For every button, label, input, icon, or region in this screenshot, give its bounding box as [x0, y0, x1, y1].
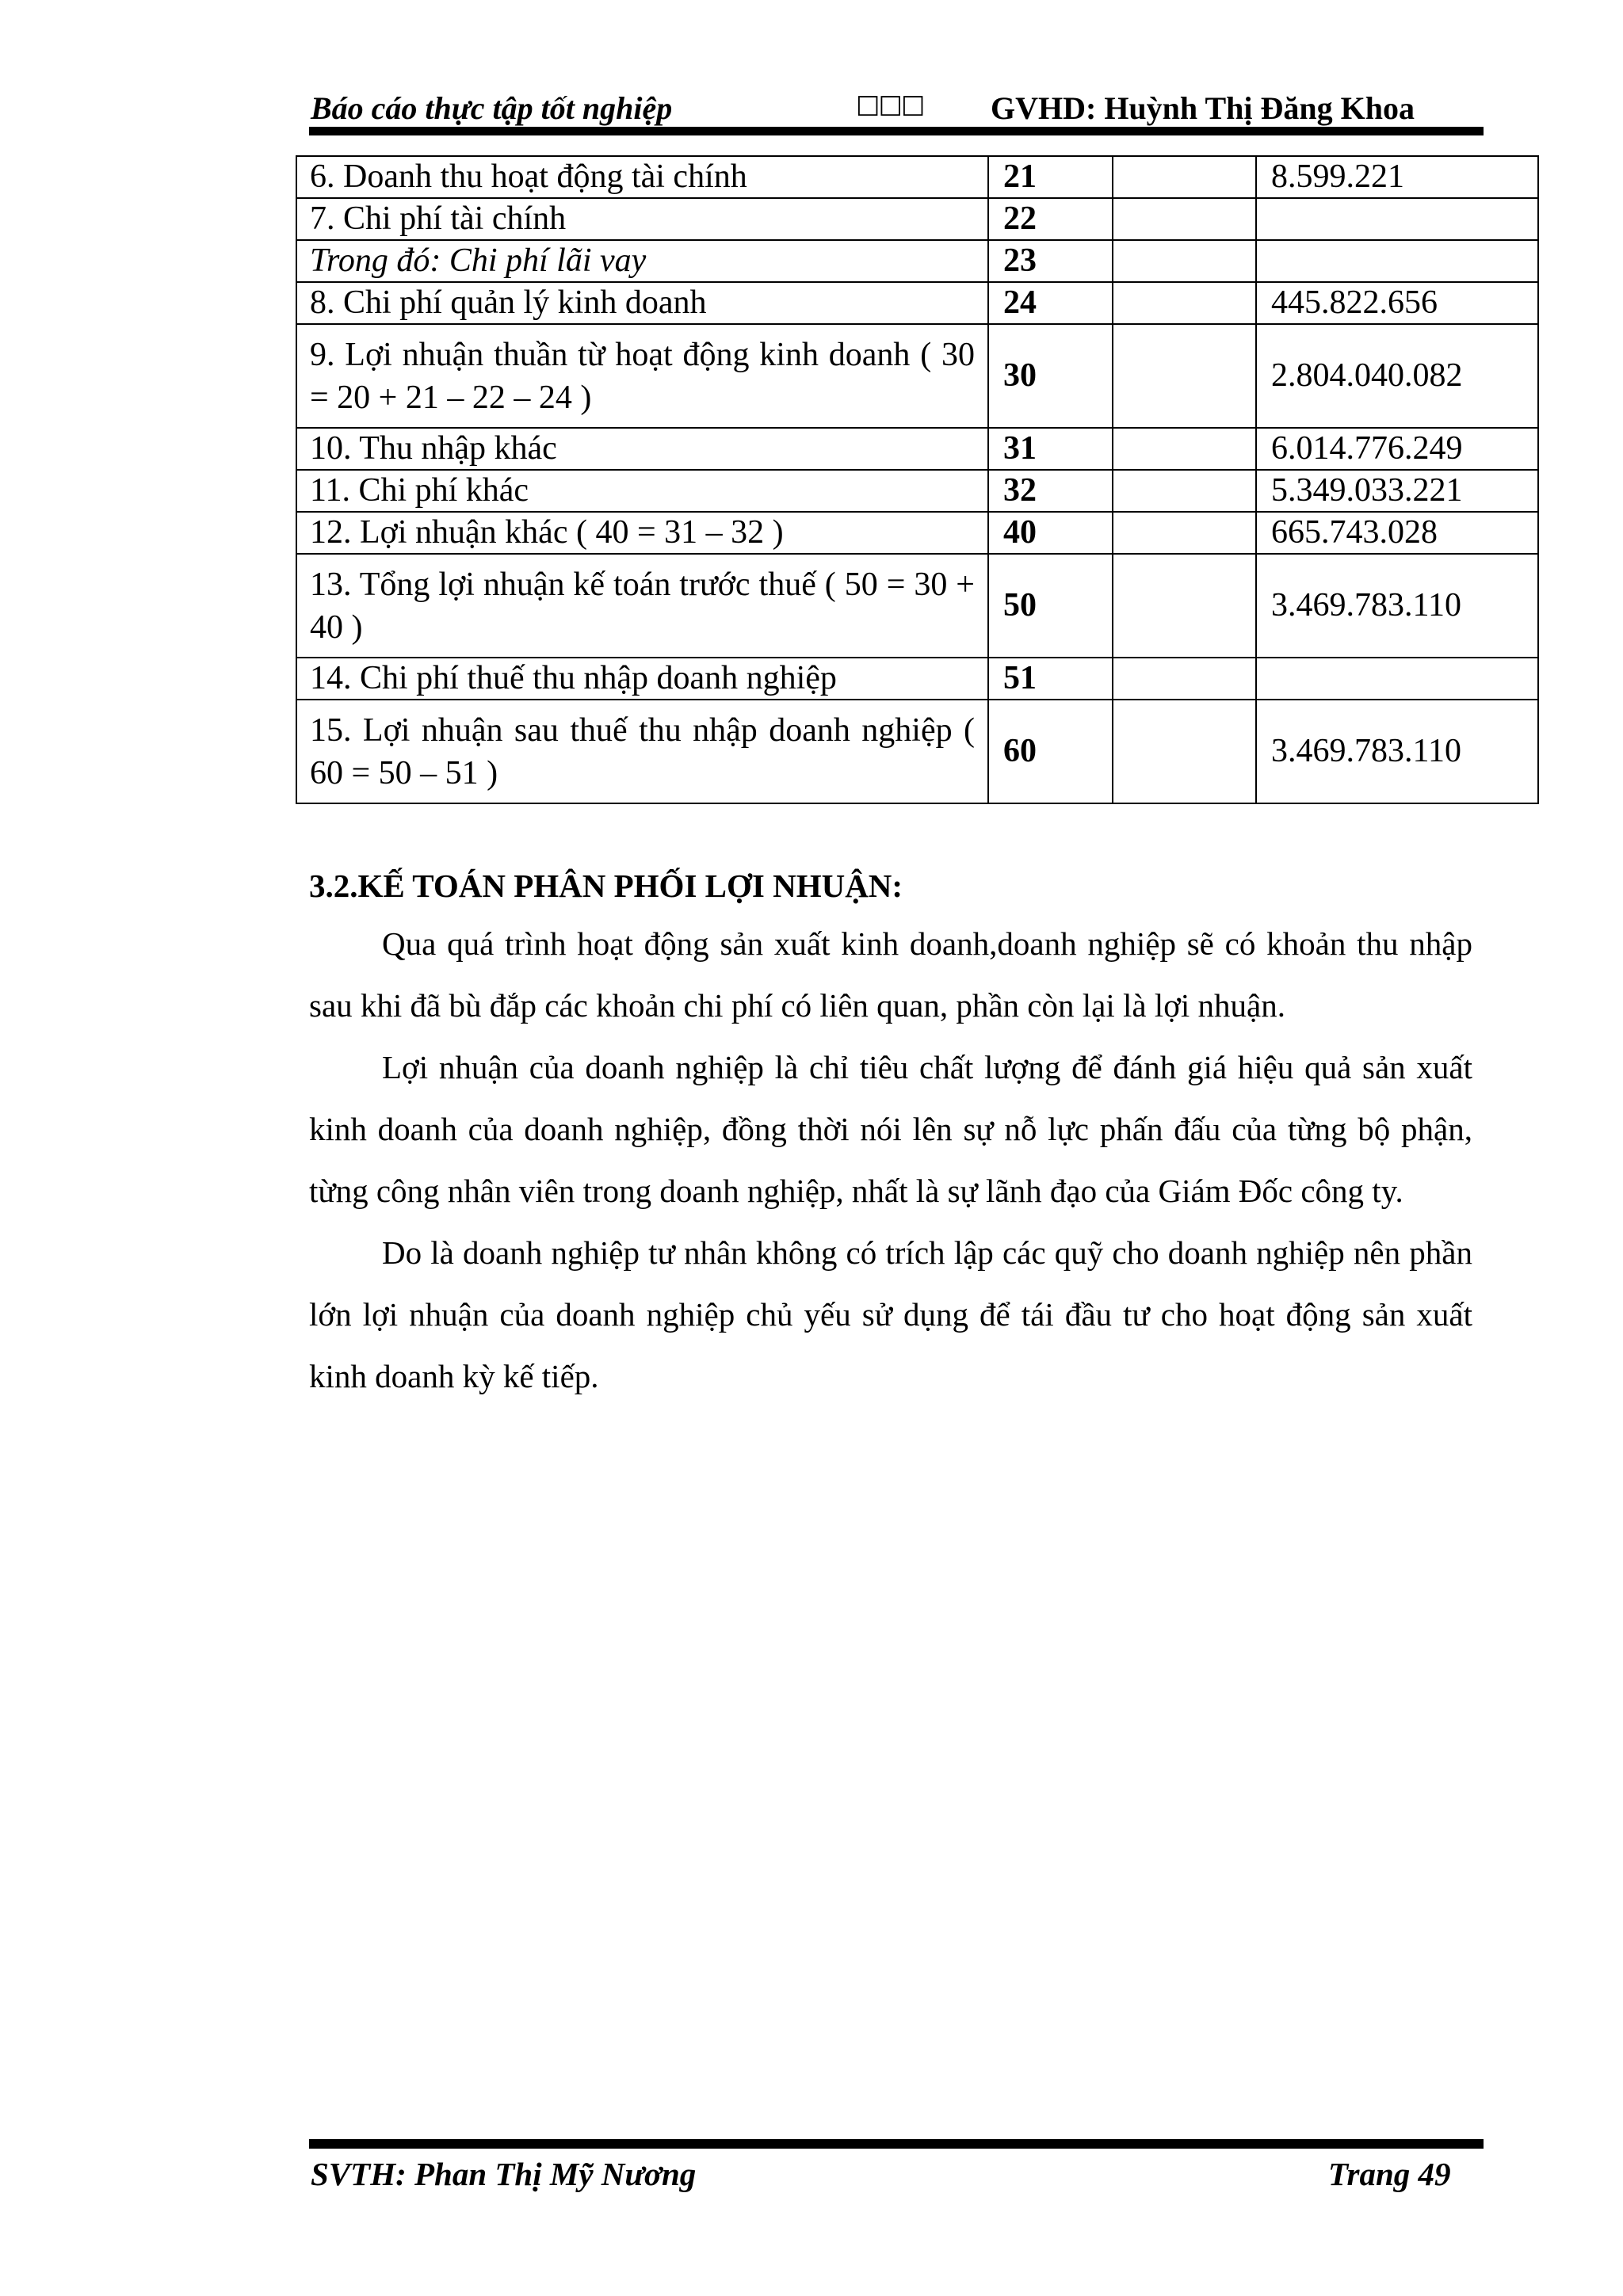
- row-label: 13. Tổng lợi nhuận kế toán trước thuế ( 50 = 30 + 40 ): [296, 554, 988, 658]
- paragraph: Do là doanh nghiệp tư nhân không có trích lập các quỹ cho doanh nghiệp nên phần lớn lợi nhuận của doanh nghiệp chủ yếu sử dụng để tái đầu tư cho hoạt động sản xuất kinh doanh kỳ kế tiếp.: [309, 1234, 1472, 1394]
- table-row: [296, 428, 1538, 470]
- table-row: [296, 658, 1538, 700]
- page-number: Trang 49: [1328, 2156, 1451, 2192]
- row-amount: 3.469.783.110: [1256, 554, 1538, 658]
- row-amount: [1256, 240, 1538, 282]
- row-note: [1113, 554, 1256, 658]
- student-name: SVTH: Phan Thị Mỹ Nương: [311, 2156, 697, 2192]
- row-amount: 665.743.028: [1256, 512, 1538, 554]
- header-divider: [309, 127, 1484, 135]
- row-note: [1113, 240, 1256, 282]
- table-row: [296, 700, 1538, 803]
- table-row: [296, 156, 1538, 198]
- header-symbol-icon: ☐☐☐: [856, 91, 924, 123]
- footer-divider: [309, 2139, 1484, 2149]
- row-label: 14. Chi phí thuế thu nhập doanh nghiệp: [296, 658, 988, 700]
- row-label: 8. Chi phí quản lý kinh doanh: [296, 282, 988, 324]
- row-code: 51: [988, 658, 1113, 700]
- row-label: 9. Lợi nhuận thuần từ hoạt động kinh doanh ( 30 = 20 + 21 – 22 – 24 ): [296, 324, 988, 428]
- table-row: [296, 198, 1538, 240]
- section-body: [309, 913, 1472, 1407]
- row-code: 22: [988, 198, 1113, 240]
- row-code: 60: [988, 700, 1113, 803]
- row-label: Trong đó: Chi phí lãi vay: [296, 240, 988, 282]
- row-note: [1113, 658, 1256, 700]
- row-amount: 6.014.776.249: [1256, 428, 1538, 470]
- table-row: [296, 554, 1538, 658]
- row-note: [1113, 512, 1256, 554]
- row-note: [1113, 198, 1256, 240]
- row-code: 40: [988, 512, 1113, 554]
- row-amount: 2.804.040.082: [1256, 324, 1538, 428]
- row-amount: 445.822.656: [1256, 282, 1538, 324]
- table-row: [296, 512, 1538, 554]
- row-label: 10. Thu nhập khác: [296, 428, 988, 470]
- row-note: [1113, 282, 1256, 324]
- row-code: 21: [988, 156, 1113, 198]
- row-note: [1113, 324, 1256, 428]
- row-code: 23: [988, 240, 1113, 282]
- report-title: Báo cáo thực tập tốt nghiệp: [311, 90, 673, 126]
- table-row: [296, 240, 1538, 282]
- row-amount: 3.469.783.110: [1256, 700, 1538, 803]
- row-note: [1113, 700, 1256, 803]
- row-amount: [1256, 658, 1538, 700]
- row-label: 11. Chi phí khác: [296, 470, 988, 512]
- row-amount: [1256, 198, 1538, 240]
- page-header: [309, 83, 1474, 131]
- advisor-name: GVHD: Huỳnh Thị Đăng Khoa: [991, 90, 1415, 126]
- paragraph: Lợi nhuận của doanh nghiệp là chỉ tiêu chất lượng để đánh giá hiệu quả sản xuất kinh doanh của doanh nghiệp, đồng thời nói lên sự nỗ lực phấn đấu của từng bộ phận, từng công nhân viên trong doanh nghiệp, nhất là sự lãnh đạo của Giám Đốc công ty.: [309, 1049, 1472, 1209]
- row-label: 15. Lợi nhuận sau thuế thu nhập doanh nghiệp ( 60 = 50 – 51 ): [296, 700, 988, 803]
- row-code: 24: [988, 282, 1113, 324]
- row-code: 50: [988, 554, 1113, 658]
- income-statement-table: [296, 155, 1539, 804]
- section-heading: 3.2.KẾ TOÁN PHÂN PHỐI LỢI NHUẬN:: [309, 868, 903, 904]
- row-note: [1113, 470, 1256, 512]
- row-label: 12. Lợi nhuận khác ( 40 = 31 – 32 ): [296, 512, 988, 554]
- table-row: [296, 470, 1538, 512]
- row-code: 30: [988, 324, 1113, 428]
- paragraph: Qua quá trình hoạt động sản xuất kinh doanh,doanh nghiệp sẽ có khoản thu nhập sau khi đã bù đắp các khoản chi phí có liên quan, phần còn lại là lợi nhuận.: [309, 925, 1472, 1024]
- table-row: [296, 324, 1538, 428]
- row-note: [1113, 428, 1256, 470]
- row-label: 7. Chi phí tài chính: [296, 198, 988, 240]
- row-code: 31: [988, 428, 1113, 470]
- row-note: [1113, 156, 1256, 198]
- table-row: [296, 282, 1538, 324]
- row-amount: 8.599.221: [1256, 156, 1538, 198]
- row-amount: 5.349.033.221: [1256, 470, 1538, 512]
- row-code: 32: [988, 470, 1113, 512]
- row-label: 6. Doanh thu hoạt động tài chính: [296, 156, 988, 198]
